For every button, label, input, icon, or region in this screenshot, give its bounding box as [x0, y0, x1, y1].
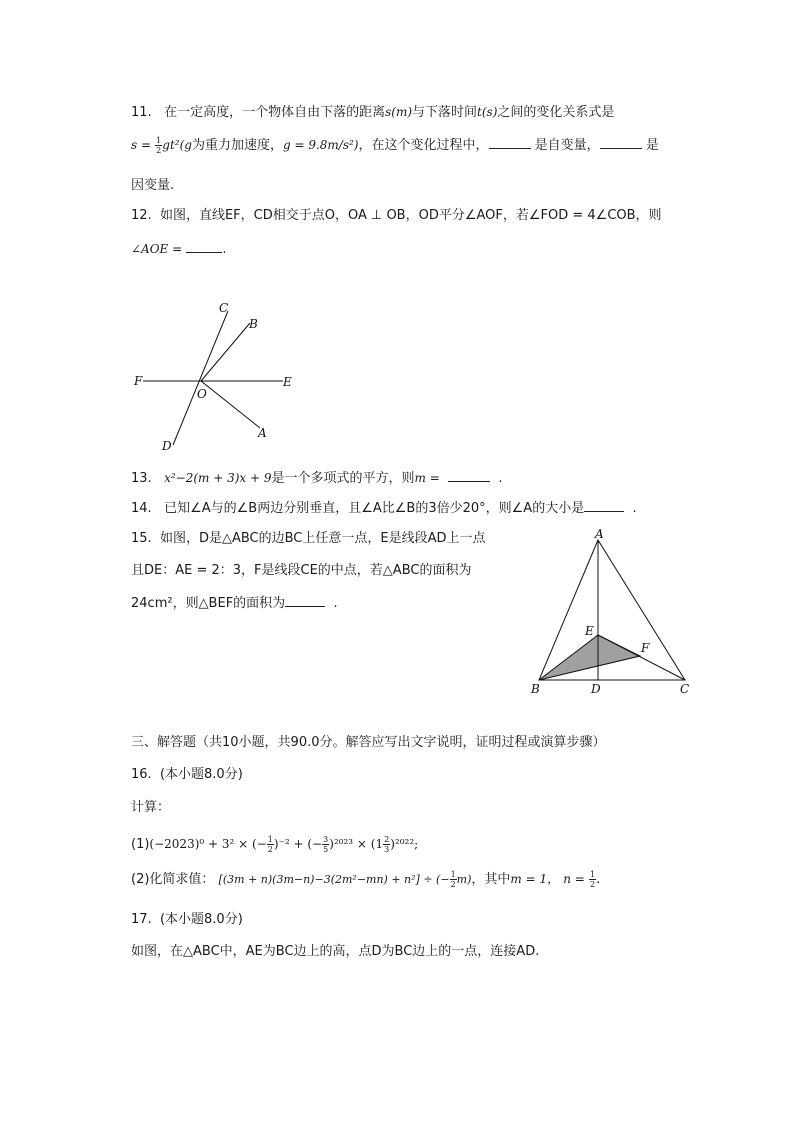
label-B: B [249, 317, 258, 331]
label-D: D [591, 682, 601, 696]
figure-angles [125, 295, 305, 455]
q11-line1: 11. 在一定高度，一个物体自由下落的距离s(m)与下落时间t(s)之间的变化关系式是 [131, 105, 615, 120]
label-A: A [595, 528, 604, 541]
fraction: $\frac{1}{2}$ [267, 835, 273, 854]
label-F: F [134, 374, 143, 388]
label-C: C [680, 682, 690, 696]
q15-line3: 24cm²，则△BEF的面积为 . [131, 596, 338, 611]
label-E: E [283, 375, 292, 389]
label-E: E [585, 624, 594, 638]
q15-line2: 且DE：AE = 2：3，F是线段CE的中点，若△ABC的面积为 [131, 563, 472, 578]
q14-line: 14. 已知∠A与的∠B两边分别垂直，且∠A比∠B的3倍少20°，则∠A的大小是 . [131, 501, 637, 516]
answer-blank[interactable] [186, 240, 222, 253]
q17-header: 17. (本小题8.0分) [131, 912, 243, 927]
label-C: C [219, 301, 229, 315]
q17-text: 如图，在△ABC中，AE为BC边上的高，点D为BC边上的一点，连接AD. [131, 944, 540, 959]
q13-line: 13. x²−2(m + 3)x + 9是一个多项式的平方，则m = . [131, 471, 503, 486]
figure-triangle [525, 528, 700, 698]
section-title: 三、解答题（共10小题，共90.0分。解答应写出文字说明，证明过程或演算步骤） [131, 735, 606, 750]
q11-line2: s = $\frac{1}{2}$ gt²(g为重力加速度，g = 9.8m/s²)，在这个变化过程中， 是自变量， 是 [131, 136, 659, 155]
label-B: B [531, 682, 540, 696]
q16-calc: 计算： [131, 800, 171, 815]
label-D: D [162, 439, 172, 453]
fraction: $\frac{2}{3}$ [384, 835, 390, 854]
label-A: A [258, 426, 267, 440]
label-O: O [197, 387, 207, 401]
q11-line3: 因变量. [131, 178, 175, 193]
answer-blank[interactable] [285, 594, 325, 607]
label-F: F [641, 641, 650, 655]
q16-part2: (2)化简求值： [(3m + n)(3m−n)−3(2m²−mn) + n²] ÷ (− $\frac{1}{2}$ m)，其中m = 1， n = $\frac{1}{2}$ . [131, 870, 601, 889]
q16-part1: (1)(−2023)⁰ + 3² × (− $\frac{1}{2}$ )⁻² + (− $\frac{3}{5}$ )²⁰²³ × (1 $\frac{2}{3}$ )²⁰²²; [131, 835, 419, 854]
fraction: $\frac{1}{2}$ [590, 870, 596, 889]
fraction: $\frac{1}{2}$ [450, 870, 456, 889]
q12-line2: ∠AOE = . [131, 242, 227, 257]
answer-blank[interactable] [448, 469, 490, 482]
fraction: $\frac{3}{5}$ [323, 835, 329, 854]
q12-line1: 12. 如图，直线EF，CD相交于点O，OA ⊥ OB，OD平分∠AOF，若∠FOD = 4∠COB，则 [131, 208, 662, 223]
fraction: $\frac{1}{2}$ [156, 136, 162, 155]
answer-blank[interactable] [600, 136, 642, 149]
answer-blank[interactable] [489, 136, 531, 149]
answer-blank[interactable] [584, 499, 624, 512]
q15-line1: 15. 如图，D是△ABC的边BC上任意一点，E是线段AD上一点 [131, 531, 486, 546]
q16-header: 16. (本小题8.0分) [131, 767, 243, 782]
